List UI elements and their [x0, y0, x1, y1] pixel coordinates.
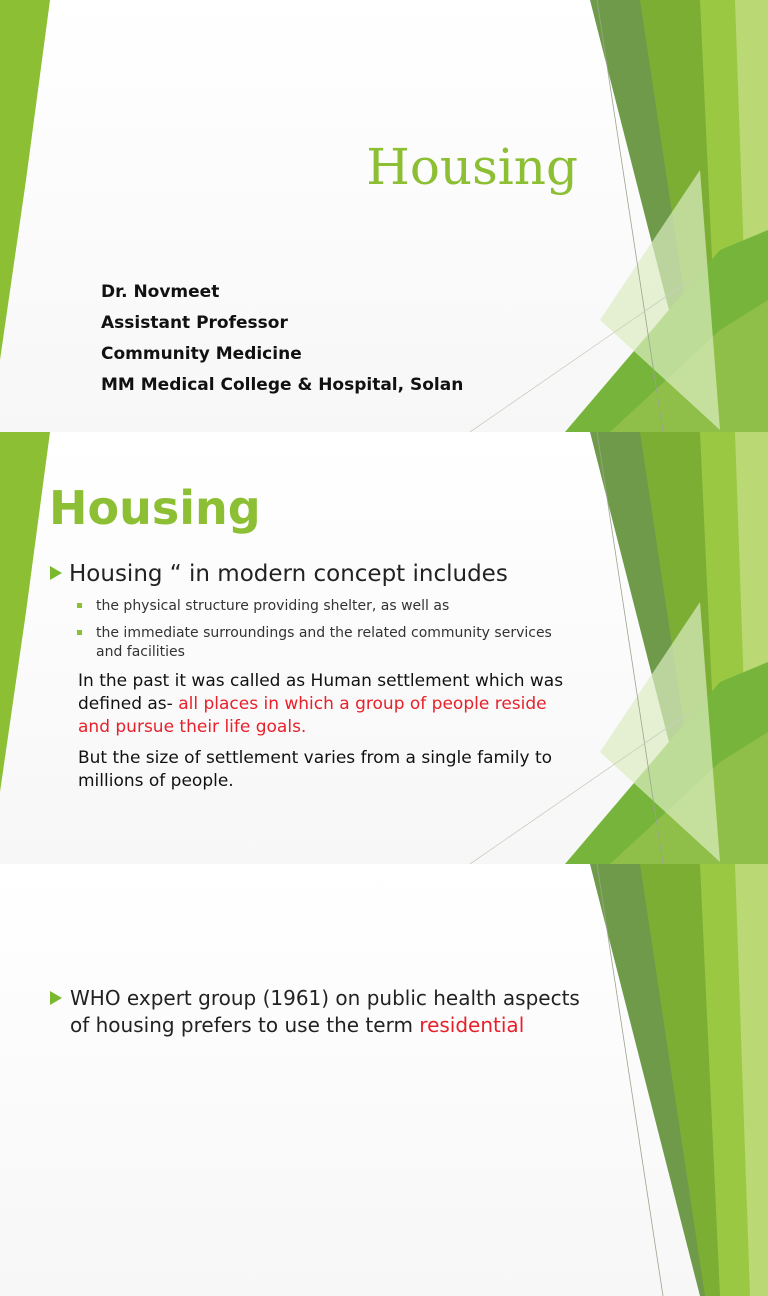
author-name: Dr. Novmeet [101, 282, 220, 302]
sub-bullet-2-text: the immediate surroundings and the related community services and facilities [96, 625, 552, 660]
definition-highlight: all places in which a group of people reside and pursue their life goals. [78, 694, 547, 737]
square-bullet-icon [77, 630, 82, 635]
definition-paragraph [78, 670, 578, 739]
slide-1 [0, 0, 768, 432]
author-department: Community Medicine [101, 344, 302, 364]
author-institution: MM Medical College & Hospital, Solan [101, 375, 464, 395]
slide-1-title: Housing [366, 138, 578, 196]
definition-text: In the past it was called as Human settlement which was defined as- [78, 671, 564, 714]
slide-3-bullet-text: WHO expert group (1961) on public health aspects of housing prefers to use the term [70, 986, 580, 1037]
slide-2-title: Housing [49, 481, 261, 535]
square-bullet-icon [77, 603, 82, 608]
slide-2-bullet [50, 560, 508, 588]
sub-bullet-1-text: the physical structure providing shelter, as well as [96, 598, 450, 614]
bullet-arrow-icon [50, 566, 62, 580]
slide-3-bullet-content [50, 985, 590, 1039]
slide-2-bullet-text: Housing “ in modern concept includes [69, 561, 508, 587]
sub-bullet-1 [77, 597, 577, 616]
slide-3-decoration [0, 864, 768, 1296]
slide-3-bullet-highlight: residential [419, 1013, 525, 1037]
bullet-arrow-icon [50, 991, 62, 1005]
author-info [101, 279, 463, 403]
author-position: Assistant Professor [101, 313, 288, 333]
slide-3-bullet [50, 985, 590, 1039]
sub-bullet-2 [77, 624, 577, 662]
slide-3 [0, 864, 768, 1296]
settlement-size-paragraph: But the size of settlement varies from a single family to millions of people. [78, 748, 553, 791]
